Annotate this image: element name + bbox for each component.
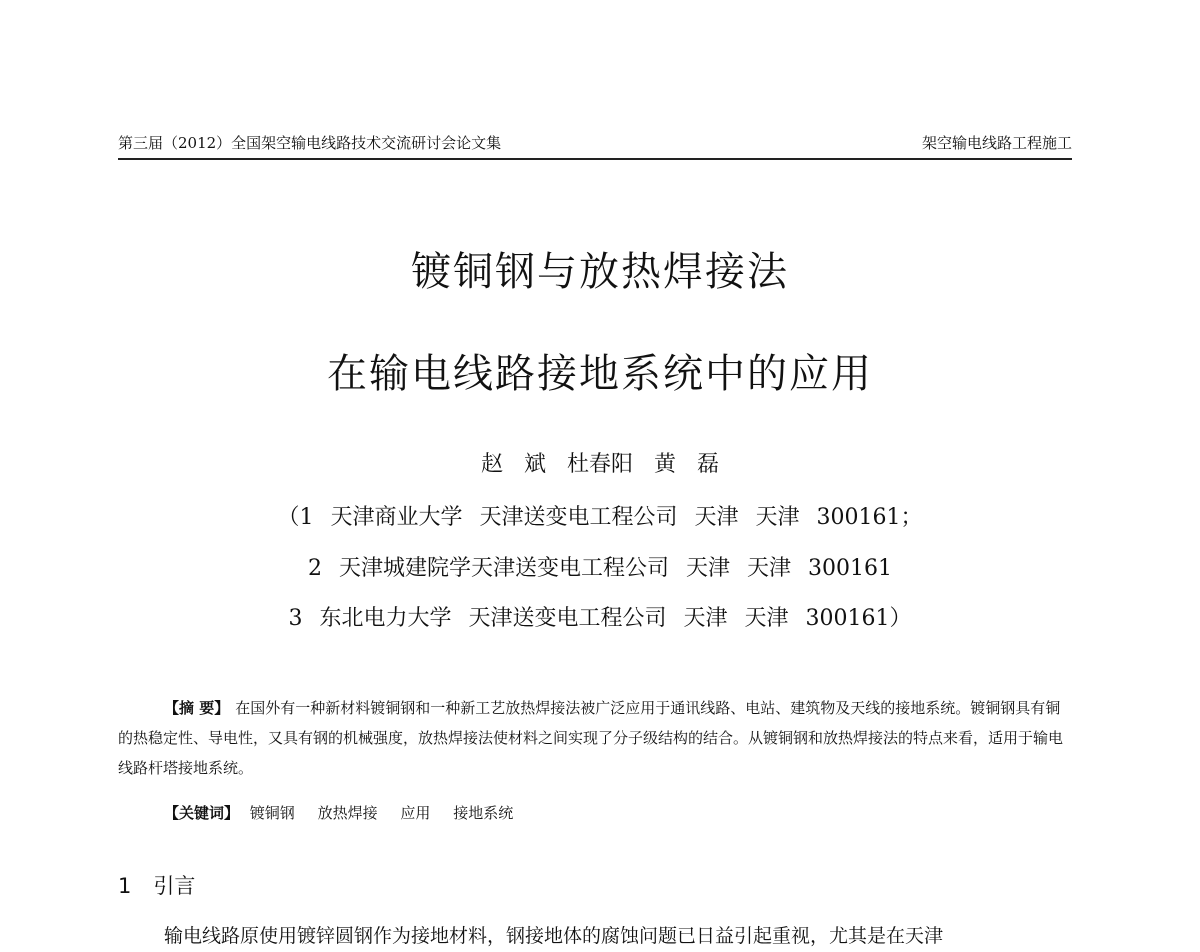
body-paragraph: 输电线路原使用镀锌圆钢作为接地材料，钢接地体的腐蚀问题已日益引起重视，尤其是在天津 — [164, 925, 944, 947]
paper-title-line-1: 镀铜钢与放热焊接法 — [411, 249, 789, 295]
abstract — [118, 693, 1072, 783]
affiliation-1: （1 天津商业大学 天津送变电工程公司 天津 天津 300161； — [277, 505, 923, 530]
header-section-title: 架空输电线路工程施工 — [921, 134, 1072, 152]
keyword: 应用 — [400, 804, 431, 822]
keyword: 接地系统 — [453, 804, 514, 822]
keyword: 放热焊接 — [317, 804, 378, 822]
affiliation-2: 2 天津城建院学天津送变电工程公司 天津 天津 300161 — [308, 556, 892, 581]
keywords-label: 【关键词】 — [164, 804, 240, 822]
section-title: 引言 — [153, 874, 196, 898]
author-list: 赵 斌 杜春阳 黄 磊 — [481, 452, 719, 477]
section-heading — [118, 870, 195, 900]
paper-title-line-2: 在输电线路接地系统中的应用 — [327, 351, 873, 397]
affiliation-3: 3 东北电力大学 天津送变电工程公司 天津 天津 300161） — [288, 606, 912, 631]
header-proceedings-title: 第三届（2012）全国架空输电线路技术交流研讨会论文集 — [118, 134, 502, 152]
abstract-text: 在国外有一种新材料镀铜钢和一种新工艺放热焊接法被广泛应用于通讯线路、电站、建筑物及天线的接地系统。镀铜钢具有铜的热稳定性、导电性，又具有钢的机械强度，放热焊接法使材料之间实现了分子级结构的结合。从镀铜钢和放热焊接法的特点来看，适用于输电线路杆塔接地系统。 — [118, 699, 1064, 777]
running-header — [118, 130, 1072, 160]
keywords — [164, 800, 531, 826]
abstract-label: 【摘 要】 — [164, 699, 230, 717]
keyword: 镀铜钢 — [249, 804, 295, 822]
section-number: 1 — [118, 874, 132, 898]
